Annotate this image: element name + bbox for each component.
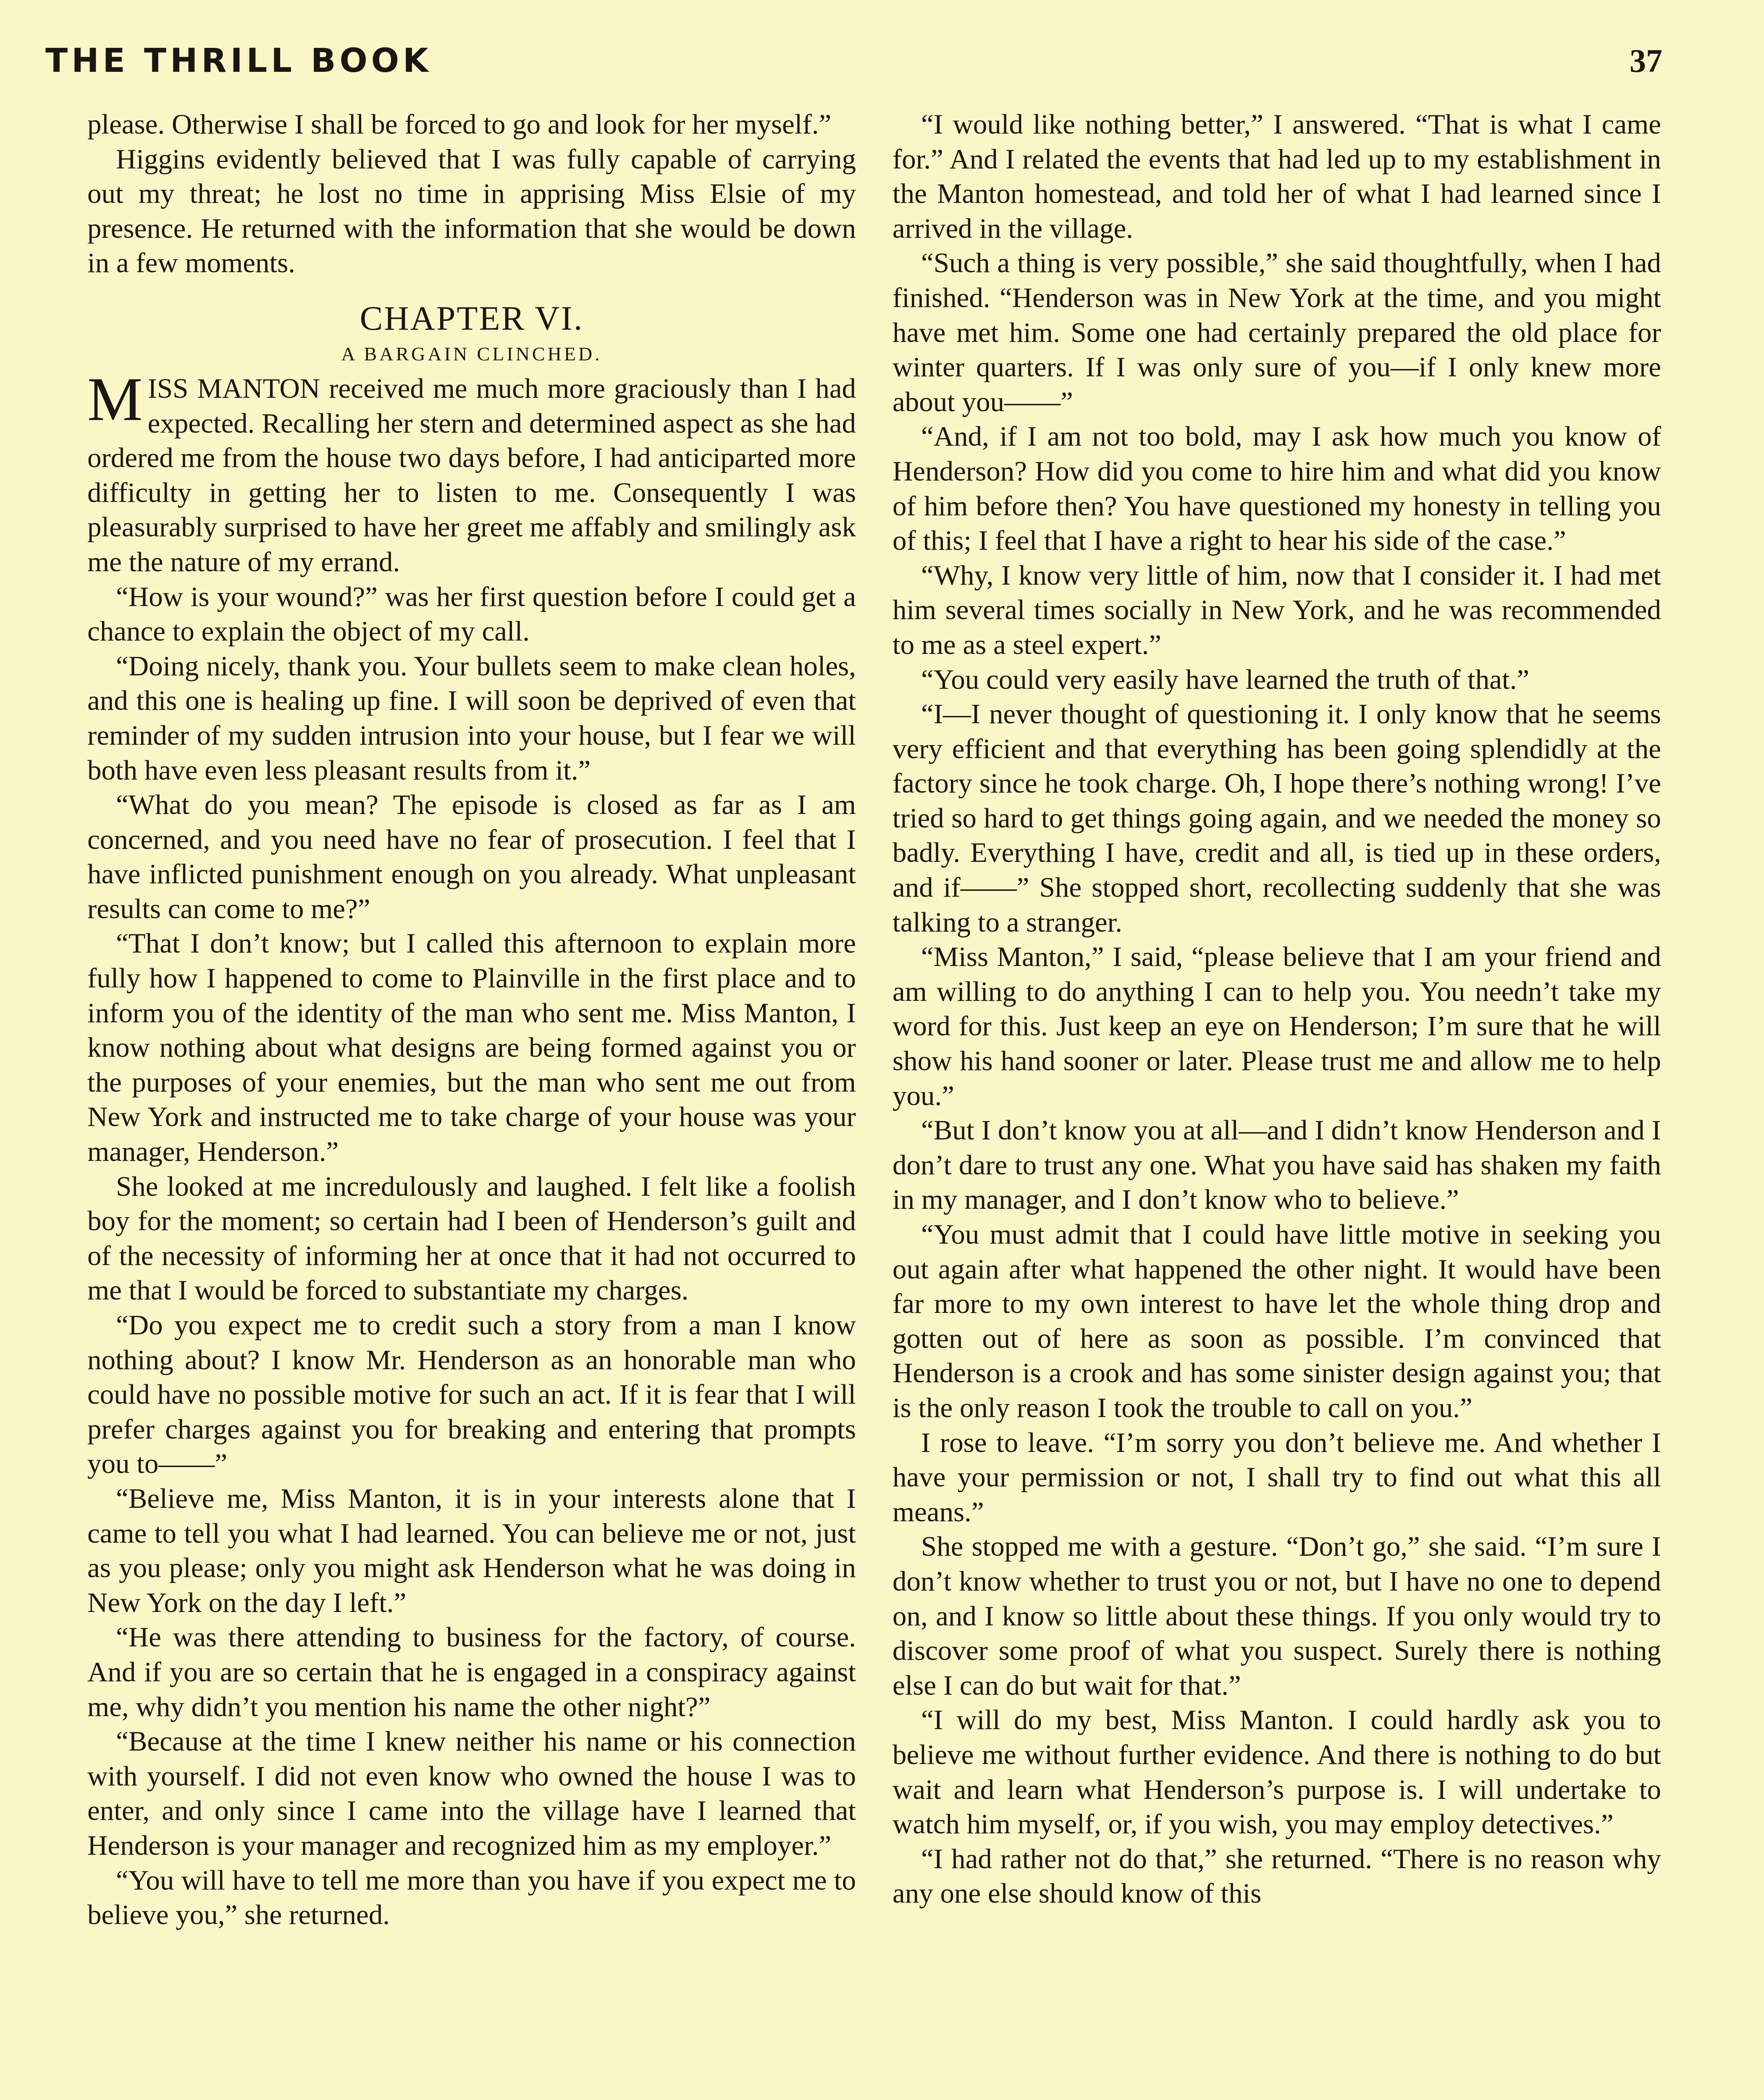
- paragraph: “Miss Manton,” I said, “please believe that I am your friend and am willing to do anything I can to help you. You needn’t take my word for this. Just keep an eye on Henderson; I’m sure that he will show his hand sooner or later. Please trust me and allow me to help you.”: [892, 941, 1661, 1111]
- paragraph: “You must admit that I could have little motive in seeking you out again after what happened the other night. It would have been far more to my own interest to have let the whole thing drop and gotten out of here as soon as possible. I’m convinced that Henderson is a crook and has some sinister design against you; that is the only reason I took the trouble to call on you.”: [892, 1219, 1661, 1423]
- paragraph: “You could very easily have learned the truth of that.”: [921, 664, 1530, 695]
- chapter-heading: CHAPTER VI.: [360, 299, 584, 337]
- paragraph: “I will do my best, Miss Manton. I could hardly ask you to believe me without further evidence. And there is nothing to do but wait and learn what Henderson’s purpose is. I will undertake to watch him myself, or, if you wish, you may employ detectives.”: [892, 1704, 1661, 1840]
- magazine-title: THE THRILL BOOK: [45, 42, 432, 80]
- paragraph: “That I don’t know; but I called this afternoon to explain more fully how I happened to come to Plainville in the first place and to inform you of the identity of the man who sent me. Miss Manton, I know nothing about what designs are being formed against you or the purposes of your enemies, but the man who sent me out from New York and instructed me to take charge of your house was your manager, Henderson.”: [87, 928, 856, 1168]
- paragraph: “Such a thing is very possible,” she said thoughtfully, when I had finished. “Henderson was in New York at the time, and you might have met him. Some one had certainly prepared the old place for winter quarters. If I was only sure of you—if I only knew more about you——”: [892, 247, 1661, 417]
- paragraph: “You will have to tell me more than you have if you expect me to believe you,” she returned.: [87, 1864, 856, 1931]
- paragraph: “Believe me, Miss Manton, it is in your interests alone that I came to tell you what I had learned. You can believe me or not, just as you please; only you might ask Henderson what he was doing in New York on the day I left.”: [87, 1483, 856, 1618]
- paragraph: She stopped me with a gesture. “Don’t go,” she said. “I’m sure I don’t know whether to trust you or not, but I have no one to depend on, and I know so little about these things. If you only would try to discover some proof of what you suspect. Surely there is nothing else I can do but wait for that.”: [892, 1531, 1661, 1701]
- paragraph: She looked at me incredulously and laughed. I felt like a foolish boy for the moment; so certain had I been of Henderson’s guilt and of the necessity of informing her at once that it had not occurred to me that I would be forced to substantiate my charges.: [87, 1171, 856, 1306]
- paragraph: please. Otherwise I shall be forced to go and look for her myself.”: [87, 109, 832, 140]
- left-column: [87, 107, 856, 1932]
- right-column: [892, 107, 1661, 1911]
- paragraph: “Why, I know very little of him, now that I consider it. I had met him several times socially in New York, and he was recommended to me as a steel expert.”: [892, 559, 1661, 660]
- page-header: [45, 42, 1662, 92]
- page-number: 37: [1630, 42, 1662, 79]
- paragraph: “What do you mean? The episode is closed as far as I am concerned, and you need have no fear of prosecution. I feel that I have inflicted punishment enough on you already. What unpleasant results can come to me?”: [87, 789, 856, 924]
- paragraph: “How is your wound?” was her first question before I could get a chance to explain the object of my call.: [87, 581, 856, 647]
- paragraph: I rose to leave. “I’m sorry you don’t believe me. And whether I have your permission or not, I shall try to find out what this all means.”: [892, 1427, 1661, 1528]
- paragraph: “Doing nicely, thank you. Your bullets seem to make clean holes, and this one is healing up fine. I will soon be deprived of even that reminder of my sudden intrusion into your house, but I fear we will both have even less pleasant results from it.”: [87, 650, 856, 786]
- paragraph: “I had rather not do that,” she returned. “There is no reason why any one else should know of this: [892, 1843, 1661, 1909]
- paragraph: “I would like nothing better,” I answered. “That is what I came for.” And I related the events that had led up to my establishment in the Manton homestead, and told her of what I had learned since I arrived in the village.: [892, 109, 1661, 244]
- chapter-subtitle: A BARGAIN CLINCHED.: [341, 343, 602, 365]
- paragraph: “Do you expect me to credit such a story from a man I know nothing about? I know Mr. Henderson as an honorable man who could have no possible motive for such an act. If it is fear that I will prefer charges against you for breaking and entering that prompts you to——”: [87, 1310, 856, 1480]
- opening-text: ISS MANTON received me much more graciously than I had expected. Recalling her stern and determined aspect as she had ordered me from the house two days before, I had anticiparted more difficulty in getting her to listen to me. Consequently I was pleasurably surprised to have her greet me affably and smilingly ask me the nature of my errand.: [87, 373, 856, 578]
- paragraph: “And, if I am not too bold, may I ask how much you know of Henderson? How did you come to hire him and what did you know of him before then? You have questioned my honesty in telling you of this; I feel that I have a right to hear his side of the case.”: [892, 421, 1661, 556]
- drop-cap: M: [87, 365, 143, 434]
- chapter-opening-paragraph: [87, 365, 856, 580]
- paragraph: “He was there attending to business for the factory, of course. And if you are so certain that he is engaged in a conspiracy against me, why didn’t you mention his name the other night?”: [87, 1622, 856, 1722]
- paragraph: Higgins evidently believed that I was fully capable of carrying out my threat; he lost no time in apprising Miss Elsie of my presence. He returned with the information that she would be down in a few moments.: [87, 143, 856, 279]
- paragraph: “Because at the time I knew neither his name or his connection with yourself. I did not even know who owned the house I was to enter, and only since I came into the village have I learned that Henderson is your manager and recognized him as my employer.”: [87, 1726, 856, 1861]
- paragraph: “I—I never thought of questioning it. I only know that he seems very efficient and that everything has been going splendidly at the factory since he took charge. Oh, I hope there’s nothing wrong! I’ve tried so hard to get things going again, and we needed the money so badly. Everything I have, credit and all, is tied up in these orders, and if——” She stopped short, recollecting suddenly that she was talking to a stranger.: [892, 698, 1661, 938]
- paragraph: “But I don’t know you at all—and I didn’t know Henderson and I don’t dare to trust any one. What you have said has shaken my faith in my manager, and I don’t know who to believe.”: [892, 1115, 1661, 1215]
